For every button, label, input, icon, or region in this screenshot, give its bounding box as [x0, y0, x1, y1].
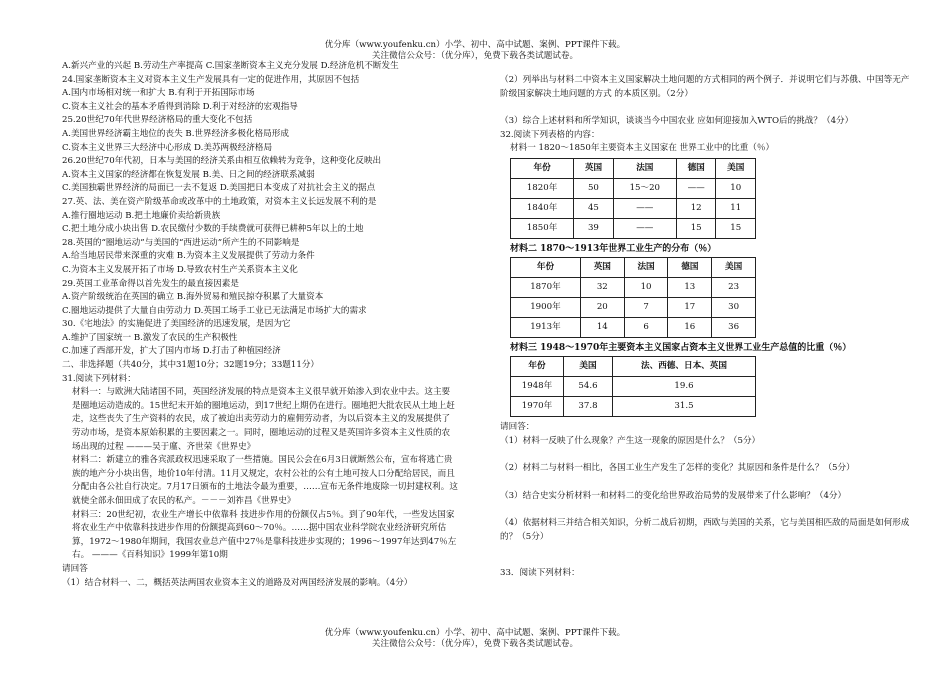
text-line: C.美国独霸世界经济的局面已一去不复返 D.美国把日本变成了对抗社会主义的据点 — [62, 183, 376, 194]
table-cell: 10 — [716, 178, 756, 198]
table-row — [511, 198, 756, 218]
table-header-row — [511, 158, 756, 178]
material-3: 材料三：20世纪初，农业生产增长中依靠科 技进步作用的份额仅占5％。到了90年代，一些发达国家将农业生产中依靠科技进步作用的份额提高到60～70％。……据中国农业科学院农业经济研究所估算，1972～1980年期间，我国农业总产值中27％是靠科技进步实现的；1996～1997年达到47％左右。 ———《百科知识》1999年第10期 — [72, 509, 457, 561]
material-1: 材料一：与欧洲大陆诸国不同，英国经济发展的特点是资本主义很早就开始渗入到农业中去。这主要是圈地运动造成的。15世纪末开始的圈地运动，到17世纪上期仍在进行。圈地把大批农民从土地上赶走，这些丧失了生产资料的农民，成了被迫出卖劳动力的雇佣劳动者，为以后资本主义的发展提供了劳动市场，是资本原始积累的主要因素之一。同时，圈地运动的过程又是英国许多资本主义性质的农场出现的过程 ———吴于廑、齐世荣《世界史》 — [72, 387, 455, 452]
text-line: C.资本主义社会的基本矛盾得到消除 D.利于对经济的宏观指导 — [62, 101, 298, 112]
text-line: 二、非选择题（共40分，其中31题10分；32题19分；33题11分） — [62, 360, 320, 371]
question-31-3: （3）综合上述材料和所学知识，谈谈当今中国农业 应如何迎接加入WTO后的挑战？（4分） — [500, 116, 854, 127]
material-3-caption: 材料三 1948～1970年主要资本主义国家占资本主义世界工业生产总值的比重（％） — [510, 342, 852, 353]
text-line: C.为资本主义发展开拓了市场 D.导致农村生产关系资本主义化 — [62, 264, 298, 275]
text-line: C.圈地运动提供了大量自由劳动力 D.英国工场手工业已无法满足市场扩大的需求 — [62, 305, 367, 316]
left-column — [62, 60, 458, 590]
table-cell: 39 — [574, 218, 614, 238]
text-line: A.资产阶级统治在英国的确立 B.海外贸易和殖民掠夺积累了大量资本 — [62, 292, 324, 303]
table-header-cell: 法、西德、日本、英国 — [613, 356, 756, 376]
text-line: C.资本主义世界三大经济中心形成 D.美苏两极经济格局 — [62, 142, 273, 153]
text-line: 28.英国的“圈地运动”与美国的“西进运动”所产生的不同影响是 — [62, 237, 300, 248]
table-row — [511, 317, 756, 337]
table-header-cell: 年份 — [511, 158, 574, 178]
material-2: 材料二：新建立的雅各宾派政权迅速采取了一些措施。国民公会在6月3日就断然公布，宣布将逃亡贵族的地产分小块出售，地价10年付清。11月又规定，农村公社的公有土地可按人口分配给居民，而且分配由各公社自行决定。7月17日颁布的土地法令最为重要，……宣布无条件地废除一切封建权利。这就使全部永佃田成了农民的私产。－－－刘祚昌《世界史》 — [72, 455, 458, 506]
text-line: 30.《宅地法》的实施促进了美国经济的迅速发展，是因为它 — [62, 319, 291, 330]
text-line: 29.英国工业革命得以首先发生的最直接因素是 — [62, 278, 239, 289]
table-header-cell: 法国 — [613, 158, 676, 178]
table-cell: 37.8 — [564, 396, 613, 416]
table-header-cell: 年份 — [511, 356, 564, 376]
question-32-3: （3）结合史实分析材料一和材料二的变化给世界政治局势的发展带来了什么影响？（4分） — [500, 490, 847, 501]
answer-prompt: 请回答： — [500, 421, 535, 432]
table-header-row — [511, 257, 756, 277]
question-31-2: （2）列举出与材料二中资本主义国家解决土地问题的方式相同的两个例子．并说明它们与苏俄、中国等无产阶级国家解决土地问题的方式 的本质区别。（2分） — [500, 75, 910, 99]
table-1 — [510, 158, 756, 239]
text-line: A.资本主义国家的经济都在恢复发展 B.美、日之间的经济联系减弱 — [62, 169, 315, 180]
footer-line-1: 优分库（www.youfenku.cn）小学、初中、高中试题、案例、PPT课件下载。 — [324, 628, 626, 638]
table-cell: 1900年 — [511, 297, 581, 317]
table-cell: 13 — [668, 277, 712, 297]
text-line: A.推行圈地运动 B.把土地廉价卖给新贵族 — [62, 210, 221, 221]
text-line: 24.国家垄断资本主义对资本主义生产发展具有一定的促进作用，其原因不包括 — [62, 74, 360, 85]
table-cell: 15～20 — [613, 178, 676, 198]
page-header — [0, 40, 950, 62]
question-33: 33．阅读下列材料： — [500, 567, 580, 578]
table-cell: 1840年 — [511, 198, 574, 218]
table-cell: 15 — [676, 218, 716, 238]
right-column — [500, 74, 910, 580]
material-1-caption: 材料一 1820～1850年主要资本主义国家在 世界工业中的比重（％） — [510, 143, 775, 154]
table-cell: 17 — [668, 297, 712, 317]
header-line-2: 关注微信公众号：（优分库），免费下载各类试题试卷。 — [371, 51, 579, 61]
table-cell: 1850年 — [511, 218, 574, 238]
table-cell: 16 — [668, 317, 712, 337]
text-line: A.新兴产业的兴起 B.劳动生产率提高 C.国家垄断资本主义充分发展 D.经济危机不断发生 — [62, 61, 399, 71]
text-line: A.美国世界经济霸主地位的丧失 B.世界经济多极化格局形成 — [62, 128, 289, 139]
table-row — [511, 218, 756, 238]
table-header-cell: 德国 — [668, 257, 712, 277]
table-cell: 7 — [624, 297, 668, 317]
table-row — [511, 297, 756, 317]
table-cell: 54.6 — [564, 376, 613, 396]
text-line: 26.20世纪70年代初，日本与美国的经济关系由相互依赖转为竞争，这种变化反映出 — [62, 156, 382, 167]
table-cell: 45 — [574, 198, 614, 218]
table-row — [511, 376, 756, 396]
table-cell: 11 — [716, 198, 756, 218]
table-cell: 19.6 — [613, 376, 756, 396]
table-header-cell: 法国 — [624, 257, 668, 277]
text-line: 27.英、法、美在资产阶级革命或改革中的土地政策，对资本主义长远发展不利的是 — [62, 196, 377, 207]
table-3 — [510, 356, 756, 417]
table-cell: 10 — [624, 277, 668, 297]
table-header-cell: 英国 — [574, 158, 614, 178]
text-line: A.国内市场相对统一和扩大 B.有利于开拓国际市场 — [62, 88, 255, 99]
table-cell: 20 — [580, 297, 624, 317]
table-header-row — [511, 356, 756, 376]
table-row — [511, 178, 756, 198]
table-cell: 32 — [580, 277, 624, 297]
text-line: C.把土地分成小块出售 D.农民缴付少数的手续费就可获得已耕种5年以上的土地 — [62, 224, 364, 235]
table-row — [511, 396, 756, 416]
table-header-cell: 美国 — [564, 356, 613, 376]
table-row — [511, 277, 756, 297]
table-cell: 36 — [712, 317, 756, 337]
table-cell: 6 — [624, 317, 668, 337]
table-2 — [510, 257, 756, 338]
table-cell: 1870年 — [511, 277, 581, 297]
table-cell: 23 — [712, 277, 756, 297]
table-cell: 14 — [580, 317, 624, 337]
question-31-1: （1）结合材料一、二，概括英法两国农业资本主义的道路及对两国经济发展的影响。（4分） — [62, 577, 413, 588]
text-line: A.给当地居民带来深重的灾难 B.为资本主义发展提供了劳动力条件 — [62, 251, 315, 262]
table-cell: 31.5 — [613, 396, 756, 416]
text-line: C.加速了西部开发，扩大了国内市场 D.打击了种植园经济 — [62, 346, 281, 357]
text-line: A.维护了国家统一 B.激发了农民的生产积极性 — [62, 332, 238, 343]
table-cell: 50 — [574, 178, 614, 198]
table-header-cell: 美国 — [716, 158, 756, 178]
table-header-cell: 美国 — [712, 257, 756, 277]
table-cell: 1913年 — [511, 317, 581, 337]
header-line-1: 优分库（www.youfenku.cn）小学、初中、高中试题、案例、PPT课件下载。 — [324, 40, 626, 50]
question-32: 32.阅读下列表格的内容： — [500, 129, 600, 140]
table-cell: —— — [613, 198, 676, 218]
page-footer — [0, 628, 950, 650]
question-32-1: （1）材料一反映了什么现象？产生这一现象的原因是什么？（5分） — [500, 435, 761, 446]
question-32-2: （2）材料二与材料一相比，各国工业生产发生了怎样的变化？其原因和条件是什么？（5分） — [500, 463, 855, 474]
footer-line-2: 关注微信公众号：（优分库），免费下载各类试题试卷。 — [371, 639, 579, 649]
material-2-caption: 材料二 1870～1913年世界工业生产的分布（％） — [510, 243, 717, 254]
text-line: 31.阅读下列材料： — [62, 373, 136, 384]
table-cell: 1820年 — [511, 178, 574, 198]
answer-prompt: 请回答 — [62, 563, 88, 574]
table-header-cell: 德国 — [676, 158, 716, 178]
table-cell: 12 — [676, 198, 716, 218]
text-line: 25.20世纪70年代世界经济格局的重大变化不包括 — [62, 115, 253, 126]
table-cell: 1970年 — [511, 396, 564, 416]
question-32-4: （4）依据材料三并结合相关知识，分析二战后初期，西欧与美国的关系，它与美国相匹敌的局面是如何形成的？（5分） — [500, 518, 910, 542]
table-cell: —— — [613, 218, 676, 238]
table-cell: 1948年 — [511, 376, 564, 396]
table-cell: 15 — [716, 218, 756, 238]
table-cell: —— — [676, 178, 716, 198]
table-header-cell: 英国 — [580, 257, 624, 277]
table-cell: 30 — [712, 297, 756, 317]
table-header-cell: 年份 — [511, 257, 581, 277]
